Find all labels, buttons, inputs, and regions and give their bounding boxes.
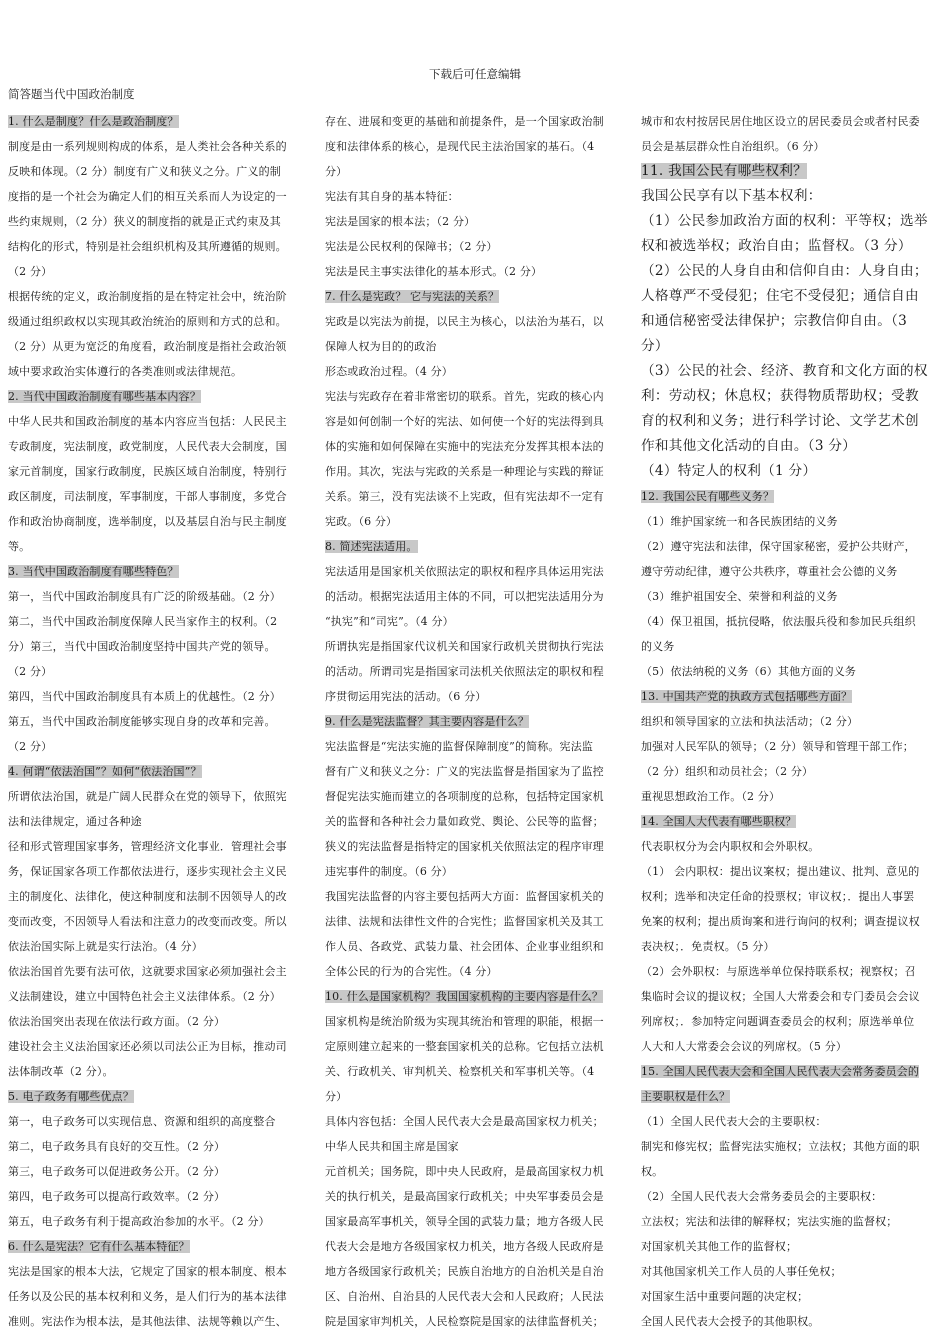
text-line xyxy=(8,259,311,284)
text-line xyxy=(641,1309,944,1334)
text-line xyxy=(8,784,311,809)
text-line xyxy=(8,884,311,909)
question-text: 5. 电子政务有哪些优点？ xyxy=(8,1090,134,1103)
line-text: （5）依法纳税的义务（6）其他方面的义务 xyxy=(641,665,856,678)
text-line xyxy=(641,759,944,784)
line-text: 关、行政机关、审判机关、检察机关和军事机关等。（4 xyxy=(325,1065,595,1078)
line-text: 表决权；．免责权。（5 分） xyxy=(641,940,775,953)
line-text: 对国家生活中重要问题的决定权； xyxy=(641,1290,809,1303)
line-text: 等。 xyxy=(8,540,31,553)
text-line xyxy=(325,1184,628,1209)
line-text: 准则。宪法作为根本法，是其他法律、法规等赖以产生、 xyxy=(8,1315,287,1328)
question-heading xyxy=(8,109,311,134)
text-line xyxy=(641,984,944,1009)
line-text: 级通过组织政权以实现其政治统治的原则和方式的总和。 xyxy=(8,315,287,328)
line-text: 代表大会是地方各级国家权力机关，地方各级人民政府是 xyxy=(325,1240,604,1253)
line-text: 重视思想政治工作。（2 分） xyxy=(641,790,781,803)
question-heading xyxy=(641,1059,944,1084)
line-text: 免案的权利；提出质询案和进行询问的权利；调查提议权 xyxy=(641,915,920,928)
text-line xyxy=(8,959,311,984)
line-text: （2）全国人民代表大会常务委员会的主要职权： xyxy=(641,1190,883,1203)
line-text: 些约束规则，（2 分）狭义的制度指的就是正式约束及其 xyxy=(8,215,281,228)
question-text: 11. 我国公民有哪些权利？ xyxy=(641,163,808,179)
line-text: 分）第三，当代中国政治制度坚持中国共产党的领导。 xyxy=(8,640,276,653)
text-line xyxy=(325,1034,628,1059)
line-text: 列席权；．参加特定问题调查委员会的权利；原选举单位 xyxy=(641,1015,915,1028)
text-line xyxy=(8,1309,311,1334)
text-line xyxy=(641,834,944,859)
line-text: 第一，电子政务可以实现信息、资源和组织的高度整合 xyxy=(8,1115,276,1128)
text-line xyxy=(8,609,311,634)
line-text: 狭义的宪法监督是指特定的国家机关依照法定的程序审理 xyxy=(325,840,604,853)
page-header: 下载后可任意编辑 xyxy=(429,67,521,81)
line-text: 我国宪法监督的内容主要包括两大方面：监督国家机关的 xyxy=(325,890,604,903)
text-line xyxy=(641,859,944,884)
line-text: 第二，当代中国政治制度保障人民当家作主的权利。（2 xyxy=(8,615,278,628)
line-text: 义法制建设，建立中国特色社会主义法律体系。（2 分） xyxy=(8,990,281,1003)
text-line xyxy=(641,184,944,209)
line-text: 所谓执宪是指国家代议机关和国家行政机关贯彻执行宪法 xyxy=(325,640,604,653)
text-line xyxy=(8,409,311,434)
text-line xyxy=(641,1284,944,1309)
line-text: 域中要求政治实体遵行的各类准则或法律规范。 xyxy=(8,365,243,378)
text-line xyxy=(641,534,944,559)
line-text: 第五，当代中国政治制度能够实现自身的改革和完善。 xyxy=(8,715,276,728)
text-line xyxy=(641,1209,944,1234)
line-text: 分） xyxy=(641,338,669,354)
text-line xyxy=(641,134,944,159)
line-text: 务，保证国家各项工作都依法进行，逐步实现社会主义民 xyxy=(8,865,287,878)
document-title: 简答题当代中国政治制度 xyxy=(8,87,135,101)
text-line xyxy=(325,1234,628,1259)
line-text: 所谓依法治国，就是广阔人民群众在党的领导下，依照宪 xyxy=(8,790,287,803)
text-line xyxy=(8,284,311,309)
text-line xyxy=(8,709,311,734)
text-line xyxy=(641,384,944,409)
line-text: 制度是由一系列规则构成的体系，是人类社会各种关系的 xyxy=(8,140,287,153)
line-text: 中华人民共和国主席是国家 xyxy=(325,1140,459,1153)
line-text: 第二，电子政务具有良好的交互性。（2 分） xyxy=(8,1140,226,1153)
text-line xyxy=(325,909,628,934)
line-text: 任务以及公民的基本权利和义务，是人们行为的基本法律 xyxy=(8,1290,287,1303)
text-line xyxy=(325,684,628,709)
line-text: 关系。第三，没有宪法谈不上宪政，但有宪法却不一定有 xyxy=(325,490,604,503)
line-text: 院是国家审判机关，人民检察院是国家的法律监督机关； xyxy=(325,1315,604,1328)
column-right xyxy=(641,109,944,1334)
question-text: 2. 当代中国政治制度有哪些基本内容？ xyxy=(8,390,201,403)
text-line xyxy=(325,1259,628,1284)
line-text: 全国人民代表大会授予的其他职权。 xyxy=(641,1315,820,1328)
text-line xyxy=(8,459,311,484)
line-text: 存在、进展和变更的基础和前提条件，是一个国家政治制 xyxy=(325,115,604,128)
line-text: 第四，当代中国政治制度具有本质上的优越性。（2 分） xyxy=(8,690,281,703)
text-line xyxy=(8,1009,311,1034)
line-text: “执宪”和“司宪”。（4 分） xyxy=(325,615,454,628)
line-text: （2）遵守宪法和法律，保守国家秘密，爱护公共财产， xyxy=(641,540,916,553)
text-line xyxy=(8,484,311,509)
text-line xyxy=(325,309,628,334)
line-text: 第四，电子政务可以提高行政效率。（2 分） xyxy=(8,1190,226,1203)
column-left xyxy=(8,109,311,1334)
text-line xyxy=(325,634,628,659)
text-line xyxy=(641,509,944,534)
text-line xyxy=(641,559,944,584)
question-text: 7. 什么是宪政？ 它与宪法的关系？ xyxy=(325,290,500,303)
question-text: 8. 简述宪法适用。 xyxy=(325,540,418,553)
text-line xyxy=(8,209,311,234)
line-text: 员会是基层群众性自治组织。（6 分） xyxy=(641,140,825,153)
line-text: 宪政是以宪法为前提，以民主为核心，以法治为基石，以 xyxy=(325,315,604,328)
line-text: 我国公民享有以下基本权利： xyxy=(641,188,822,204)
line-text: 督促宪法实施而建立的各项制度的总称，包括特定国家机 xyxy=(325,790,604,803)
text-line xyxy=(641,1159,944,1184)
line-text: 权和被选举权；政治自由；监督权。（3 分） xyxy=(641,238,912,254)
text-line xyxy=(325,609,628,634)
text-line xyxy=(8,584,311,609)
line-text: 作人员、各政党、武装力量、社会团体、企业事业组织和 xyxy=(325,940,604,953)
line-text: 人格尊严不受侵犯；住宅不受侵犯；通信自由 xyxy=(641,288,919,304)
question-text: 12. 我国公民有哪些义务？ xyxy=(641,490,775,503)
line-text: 度和法律体系的核心，是现代民主法治国家的基石。（4 xyxy=(325,140,595,153)
text-line xyxy=(8,734,311,759)
text-line xyxy=(8,834,311,859)
line-text: 法体制改革（2 分）。 xyxy=(8,1065,114,1078)
line-text: 宪法有其自身的基本特征： xyxy=(325,190,459,203)
line-text: 权。 xyxy=(641,1165,664,1178)
text-line xyxy=(8,1034,311,1059)
text-line xyxy=(641,784,944,809)
text-line xyxy=(8,1284,311,1309)
text-line xyxy=(641,909,944,934)
text-line xyxy=(8,359,311,384)
line-text: （2 分） xyxy=(8,265,53,278)
question-text: 9. 什么是宪法监督？其主要内容是什么？ xyxy=(325,715,529,728)
text-line xyxy=(641,634,944,659)
text-line xyxy=(325,659,628,684)
line-text: （2 分）组织和动员社会；（2 分） xyxy=(641,765,814,778)
text-line xyxy=(325,934,628,959)
line-text: 法和法律规定，通过各种途 xyxy=(8,815,142,828)
line-text: 第五，电子政务有利于提高政治参加的水平。（2 分） xyxy=(8,1215,270,1228)
question-text: 主要职权是什么？ xyxy=(641,1090,731,1103)
text-line xyxy=(641,709,944,734)
text-line xyxy=(8,934,311,959)
line-text: 第三，电子政务可以促进政务公开。（2 分） xyxy=(8,1165,226,1178)
text-line xyxy=(325,484,628,509)
text-line xyxy=(641,359,944,384)
line-text: 结构化的形式，特别是社会组织机构及其所遵循的规则。 xyxy=(8,240,287,253)
text-line xyxy=(8,434,311,459)
text-line xyxy=(641,659,944,684)
text-line xyxy=(641,234,944,259)
line-text: 径和形式管理国家事务，管理经济文化事业．管理社会事 xyxy=(8,840,287,853)
text-line xyxy=(641,459,944,484)
line-text: 建设社会主义法治国家还必须以司法公正为目标，推动司 xyxy=(8,1040,287,1053)
line-text: （3）维护祖国安全、荣誉和利益的义务 xyxy=(641,590,838,603)
question-heading xyxy=(641,684,944,709)
text-line xyxy=(8,1134,311,1159)
text-line xyxy=(325,359,628,384)
question-text: 1. 什么是制度？什么是政治制度？ xyxy=(8,115,179,128)
text-line xyxy=(8,1259,311,1284)
line-text: 具体内容包括：全国人民代表大会是最高国家权力机关； xyxy=(325,1115,604,1128)
text-line xyxy=(641,1009,944,1034)
line-text: 宪法是公民权利的保障书；（2 分） xyxy=(325,240,498,253)
line-text: 依法治国首先要有法可依，这就要求国家必须加强社会主 xyxy=(8,965,287,978)
column-middle xyxy=(325,109,628,1334)
line-text: 地方各级国家行政机关；民族自治地方的自治机关是自治 xyxy=(325,1265,604,1278)
text-line xyxy=(8,309,311,334)
line-text: 第一，当代中国政治制度具有广泛的阶级基础。（2 分） xyxy=(8,590,281,603)
line-text: 定原则建立起来的一整套国家机关的总称。它包括立法机 xyxy=(325,1040,604,1053)
line-text: （4）保卫祖国，抵抗侵略，依法服兵役和参加民兵组织 xyxy=(641,615,916,628)
line-text: 的活动。根据宪法适用主体的不同，可以把宪法适用分为 xyxy=(325,590,604,603)
text-line xyxy=(325,559,628,584)
text-line xyxy=(325,884,628,909)
line-text: （4）特定人的权利（1 分） xyxy=(641,463,817,479)
line-text: 立法权；宪法和法律的解释权；宪法实施的监督权； xyxy=(641,1215,898,1228)
text-line xyxy=(325,1084,628,1109)
line-text: 作用。其次，宪法与宪政的关系是一种理论与实践的辩证 xyxy=(325,465,604,478)
question-text: 13. 中国共产党的执政方式包括哪些方面？ xyxy=(641,690,853,703)
text-line xyxy=(8,809,311,834)
text-line xyxy=(325,459,628,484)
question-heading xyxy=(641,484,944,509)
text-line xyxy=(325,209,628,234)
line-text: 加强对人民军队的领导；（2 分）领导和管理干部工作； xyxy=(641,740,914,753)
line-text: 宪法是国家的根本法；（2 分） xyxy=(325,215,476,228)
question-text: 10. 什么是国家机构？我国国家机构的主要内容是什么？ xyxy=(325,990,604,1003)
text-line xyxy=(325,409,628,434)
line-text: 关的监督和各种社会力量如政党、舆论、公民等的监督； xyxy=(325,815,604,828)
question-heading xyxy=(8,759,311,784)
question-heading xyxy=(8,1234,311,1259)
text-line xyxy=(8,509,311,534)
line-text: 作和其他文化活动的自由。（3 分） xyxy=(641,438,857,454)
text-line xyxy=(8,334,311,359)
text-line xyxy=(641,409,944,434)
text-line xyxy=(641,1034,944,1059)
question-heading xyxy=(641,809,944,834)
line-text: 度指的是一个社会为确定人们的相互关系而人为设定的一 xyxy=(8,190,287,203)
text-line xyxy=(325,1309,628,1334)
line-text: 元首机关；国务院，即中央人民政府，是最高国家权力机 xyxy=(325,1165,604,1178)
line-text: 对其他国家机关工作人员的人事任免权； xyxy=(641,1265,842,1278)
text-line xyxy=(641,209,944,234)
line-text: （1）维护国家统一和各民族团结的义务 xyxy=(641,515,838,528)
question-heading xyxy=(8,384,311,409)
text-line xyxy=(641,109,944,134)
line-text: 中华人民共和国政治制度的基本内容应当包括：人民民主 xyxy=(8,415,287,428)
line-text: 专政制度，宪法制度，政党制度，人民代表大会制度，国 xyxy=(8,440,287,453)
line-text: 关的执行机关，是最高国家行政机关；中央军事委员会是 xyxy=(325,1190,604,1203)
line-text: （2 分） xyxy=(8,740,53,753)
question-text: 14. 全国人大代表有哪些职权？ xyxy=(641,815,797,828)
text-line xyxy=(641,1134,944,1159)
line-text: 国家机构是统治阶级为实现其统治和管理的职能，根据一 xyxy=(325,1015,604,1028)
text-line xyxy=(8,534,311,559)
text-line xyxy=(8,859,311,884)
line-text: 分） xyxy=(325,165,348,178)
text-line xyxy=(641,934,944,959)
text-line xyxy=(8,134,311,159)
line-text: （2）会外职权：与原选举单位保持联系权；视察权；召 xyxy=(641,965,916,978)
text-line xyxy=(325,159,628,184)
line-text: 反映和体现。（2 分）制度有广义和狭义之分。广义的制 xyxy=(8,165,281,178)
text-line xyxy=(8,984,311,1009)
text-line xyxy=(325,1134,628,1159)
line-text: 的活动。所谓司宪是指国家司法机关依照法定的职权和程 xyxy=(325,665,604,678)
question-heading xyxy=(325,709,628,734)
question-text: 6. 什么是宪法？它有什么基本特征？ xyxy=(8,1240,190,1253)
text-line xyxy=(325,334,628,359)
question-text: 3. 当代中国政治制度有哪些特色？ xyxy=(8,565,179,578)
line-text: 权利；选举和决定任命的投票权；审议权；．提出人事罢 xyxy=(641,890,915,903)
text-line xyxy=(325,384,628,409)
line-text: 利：劳动权；休息权；获得物质帮助权；受教 xyxy=(641,388,919,404)
line-text: 政区制度，司法制度，军事制度，干部人事制度，多党合 xyxy=(8,490,287,503)
text-line xyxy=(8,1109,311,1134)
text-line xyxy=(325,584,628,609)
line-text: 分） xyxy=(325,1090,348,1103)
text-line xyxy=(325,184,628,209)
text-line xyxy=(8,1184,311,1209)
line-text: 序贯彻运用宪法的活动。（6 分） xyxy=(325,690,487,703)
line-text: 育的权利和义务；进行科学讨论、文学艺术创 xyxy=(641,413,919,429)
line-text: （2）公民的人身自由和信仰自由：人身自由； xyxy=(641,263,928,279)
line-text: 依法治国实际上就是实行法治。（4 分） xyxy=(8,940,203,953)
question-heading xyxy=(8,559,311,584)
line-text: 宪政。（6 分） xyxy=(325,515,398,528)
line-text: （1）公民参加政治方面的权利：平等权；选举 xyxy=(641,213,928,229)
text-line xyxy=(325,784,628,809)
text-line xyxy=(8,634,311,659)
text-line xyxy=(641,584,944,609)
text-line xyxy=(325,259,628,284)
line-text: 法律、法规和法律性文件的合宪性；监督国家机关及其工 xyxy=(325,915,604,928)
line-text: 变而改变，不因领导人看法和注意力的改变而改变。所以 xyxy=(8,915,287,928)
text-line xyxy=(325,1109,628,1134)
text-line xyxy=(8,1059,311,1084)
text-line xyxy=(8,909,311,934)
line-text: 组织和领导国家的立法和执法活动；（2 分） xyxy=(641,715,859,728)
line-text: 形态或政治过程。（4 分） xyxy=(325,365,453,378)
text-line xyxy=(325,134,628,159)
line-text: 作和政治协商制度，选举制度，以及基层自治与民主制度 xyxy=(8,515,287,528)
question-heading xyxy=(641,159,944,184)
question-text: 4. 何谓“依法治国”？如何“依法治国”？ xyxy=(8,765,202,778)
line-text: 和通信秘密受法律保护；宗教信仰自由。（3 xyxy=(641,313,908,329)
line-text: 容是如何创制一个好的宪法、如何使一个好的宪法得到具 xyxy=(325,415,604,428)
text-line xyxy=(8,684,311,709)
line-text: 宪法是民主事实法律化的基本形式。（2 分） xyxy=(325,265,543,278)
text-line xyxy=(325,759,628,784)
line-text: 全体公民的行为的合宪性。（4 分） xyxy=(325,965,498,978)
line-text: 体的实施和如何保障在实施中的宪法充分发挥其根本法的 xyxy=(325,440,604,453)
text-line xyxy=(8,1159,311,1184)
line-text: 依法治国突出表现在依法行政方面。（2 分） xyxy=(8,1015,226,1028)
text-line xyxy=(325,1209,628,1234)
line-text: 保障人权为目的的政治 xyxy=(325,340,437,353)
line-text: 宪法是国家的根本大法，它规定了国家的根本制度、根本 xyxy=(8,1265,287,1278)
text-line xyxy=(325,434,628,459)
text-line xyxy=(641,434,944,459)
line-text: 制宪和修宪权；监督宪法实施权；立法权；其他方面的职 xyxy=(641,1140,920,1153)
text-line xyxy=(325,1159,628,1184)
text-line xyxy=(325,809,628,834)
line-text: 宪法适用是国家机关依照法定的职权和程序具体运用宪法 xyxy=(325,565,604,578)
line-text: 违宪事件的制度。（6 分） xyxy=(325,865,453,878)
text-line xyxy=(325,959,628,984)
line-text: 集临时会议的提议权；全国人大常委会和专门委员会会议 xyxy=(641,990,920,1003)
line-text: （1）全国人民代表大会的主要职权： xyxy=(641,1115,827,1128)
text-line xyxy=(325,509,628,534)
line-text: 人大和人大常委会会议的列席权。（5 分） xyxy=(641,1040,847,1053)
text-line xyxy=(325,1059,628,1084)
line-text: 区、自治州、自治县的人民代表大会和人民政府；人民法 xyxy=(325,1290,604,1303)
line-text: （1） 会内职权：提出议案权；提出建议、批判、意见的 xyxy=(641,865,920,878)
line-text: 宪法与宪政存在着非常密切的联系。首先，宪政的核心内 xyxy=(325,390,604,403)
line-text: 宪法监督是“宪法实施的监督保障制度”的简称。宪法监 xyxy=(325,740,593,753)
text-line xyxy=(641,609,944,634)
text-line xyxy=(325,109,628,134)
line-text: （2 分） xyxy=(8,665,53,678)
text-line xyxy=(8,184,311,209)
line-text: 根据传统的定义，政治制度指的是在特定社会中，统治阶 xyxy=(8,290,287,303)
text-line xyxy=(641,1234,944,1259)
question-heading xyxy=(325,534,628,559)
text-line xyxy=(641,884,944,909)
question-heading xyxy=(8,1084,311,1109)
text-line xyxy=(8,234,311,259)
line-text: 对国家机关其他工作的监督权； xyxy=(641,1240,798,1253)
text-line xyxy=(641,1184,944,1209)
text-line xyxy=(325,834,628,859)
text-line xyxy=(325,234,628,259)
text-line xyxy=(641,1259,944,1284)
line-text: （2 分）从更为宽泛的角度看，政治制度是指社会政治领 xyxy=(8,340,287,353)
line-text: 国家最高军事机关，领导全国的武装力量；地方各级人民 xyxy=(325,1215,604,1228)
text-line xyxy=(325,859,628,884)
text-line xyxy=(641,734,944,759)
text-line xyxy=(641,284,944,309)
line-text: 城市和农村按居民居住地区设立的居民委员会或者村民委 xyxy=(641,115,920,128)
text-line xyxy=(325,734,628,759)
text-line xyxy=(325,1284,628,1309)
question-text: 15. 全国人民代表大会和全国人民代表大会常务委员会的 xyxy=(641,1065,920,1078)
line-text: （3）公民的社会、经济、教育和文化方面的权 xyxy=(641,363,928,379)
line-text: 遵守劳动纪律，遵守公共秩序，尊重社会公德的义务 xyxy=(641,565,898,578)
line-text: 代表职权分为会内职权和会外职权。 xyxy=(641,840,820,853)
text-line xyxy=(641,334,944,359)
text-line xyxy=(8,1209,311,1234)
text-line xyxy=(325,1009,628,1034)
text-line xyxy=(8,659,311,684)
line-text: 的义务 xyxy=(641,640,675,653)
text-line xyxy=(8,159,311,184)
question-heading xyxy=(325,284,628,309)
line-text: 主的制度化、法律化，使这种制度和法制不因领导人的改 xyxy=(8,890,287,903)
question-heading xyxy=(325,984,628,1009)
text-line xyxy=(641,1109,944,1134)
question-heading xyxy=(641,1084,944,1109)
text-line xyxy=(641,309,944,334)
text-line xyxy=(641,259,944,284)
line-text: 督有广义和狭义之分：广义的宪法监督是指国家为了监控 xyxy=(325,765,604,778)
text-line xyxy=(641,959,944,984)
line-text: 家元首制度，国家行政制度，民族区域自治制度，特别行 xyxy=(8,465,287,478)
